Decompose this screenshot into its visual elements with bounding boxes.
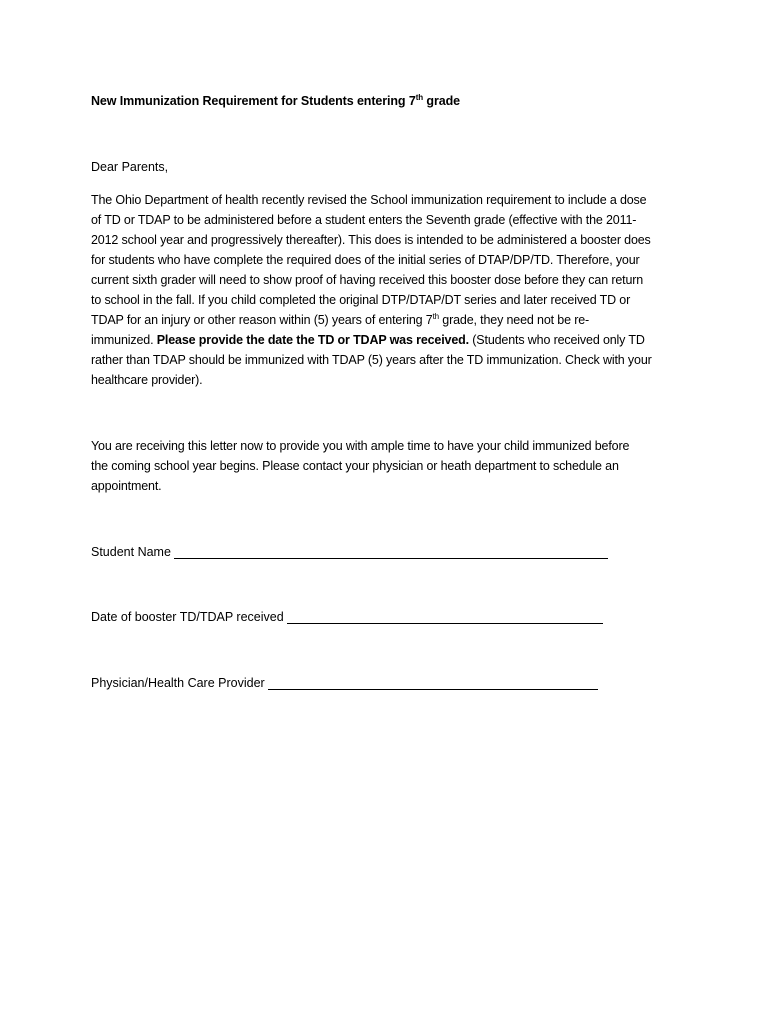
paragraph-line: for students who have complete the required does of the initial series of DTAP/DP/TD. Therefore, your bbox=[91, 253, 640, 267]
line-text: grade, they need not be re- bbox=[438, 313, 590, 327]
line-text: TDAP for an injury or other reason within (5) years of entering 7 bbox=[91, 313, 433, 327]
line-text: immunized. bbox=[91, 333, 157, 347]
line-superscript: th bbox=[432, 312, 439, 321]
student-name-line[interactable] bbox=[174, 544, 608, 559]
paragraph-line bbox=[91, 310, 683, 330]
line-text: (Students who received only TD bbox=[468, 333, 645, 347]
title-suffix: grade bbox=[423, 94, 460, 108]
booster-date-line[interactable] bbox=[287, 609, 603, 624]
paragraph-notice bbox=[91, 436, 683, 496]
provider-field bbox=[91, 675, 598, 690]
provider-label: Physician/Health Care Provider bbox=[91, 676, 265, 690]
paragraph-line: current sixth grader will need to show proof of having received this booster dose before they can return bbox=[91, 273, 644, 287]
title-superscript: th bbox=[415, 93, 424, 102]
booster-date-label: Date of booster TD/TDAP received bbox=[91, 610, 284, 624]
paragraph-line: 2012 school year and progressively thereafter). This does is intended to be administered a booster does bbox=[91, 233, 651, 247]
student-name-field bbox=[91, 544, 608, 559]
paragraph-line bbox=[91, 330, 683, 350]
letter-title bbox=[91, 94, 460, 108]
booster-date-field bbox=[91, 609, 603, 624]
greeting: Dear Parents, bbox=[91, 160, 169, 174]
paragraph-requirement bbox=[91, 190, 683, 390]
paragraph-line: to school in the fall. If you child completed the original DTP/DTAP/DT series and later received TD or bbox=[91, 293, 631, 307]
provider-line[interactable] bbox=[268, 675, 598, 690]
paragraph-line: healthcare provider). bbox=[91, 373, 203, 387]
paragraph-line: appointment. bbox=[91, 479, 162, 493]
title-text: New Immunization Requirement for Students entering 7 bbox=[91, 94, 416, 108]
paragraph-line: You are receiving this letter now to provide you with ample time to have your child immunized before bbox=[91, 439, 630, 453]
bold-instruction: Please provide the date the TD or TDAP was received. bbox=[156, 333, 469, 347]
paragraph-line: The Ohio Department of health recently revised the School immunization requirement to include a dose bbox=[91, 193, 647, 207]
paragraph-line: of TD or TDAP to be administered before a student enters the Seventh grade (effective with the 2011- bbox=[91, 213, 637, 227]
paragraph-line: rather than TDAP should be immunized with TDAP (5) years after the TD immunization. Check with your bbox=[91, 353, 652, 367]
student-name-label: Student Name bbox=[91, 545, 171, 559]
paragraph-line: the coming school year begins. Please contact your physician or heath department to schedule an bbox=[91, 459, 619, 473]
